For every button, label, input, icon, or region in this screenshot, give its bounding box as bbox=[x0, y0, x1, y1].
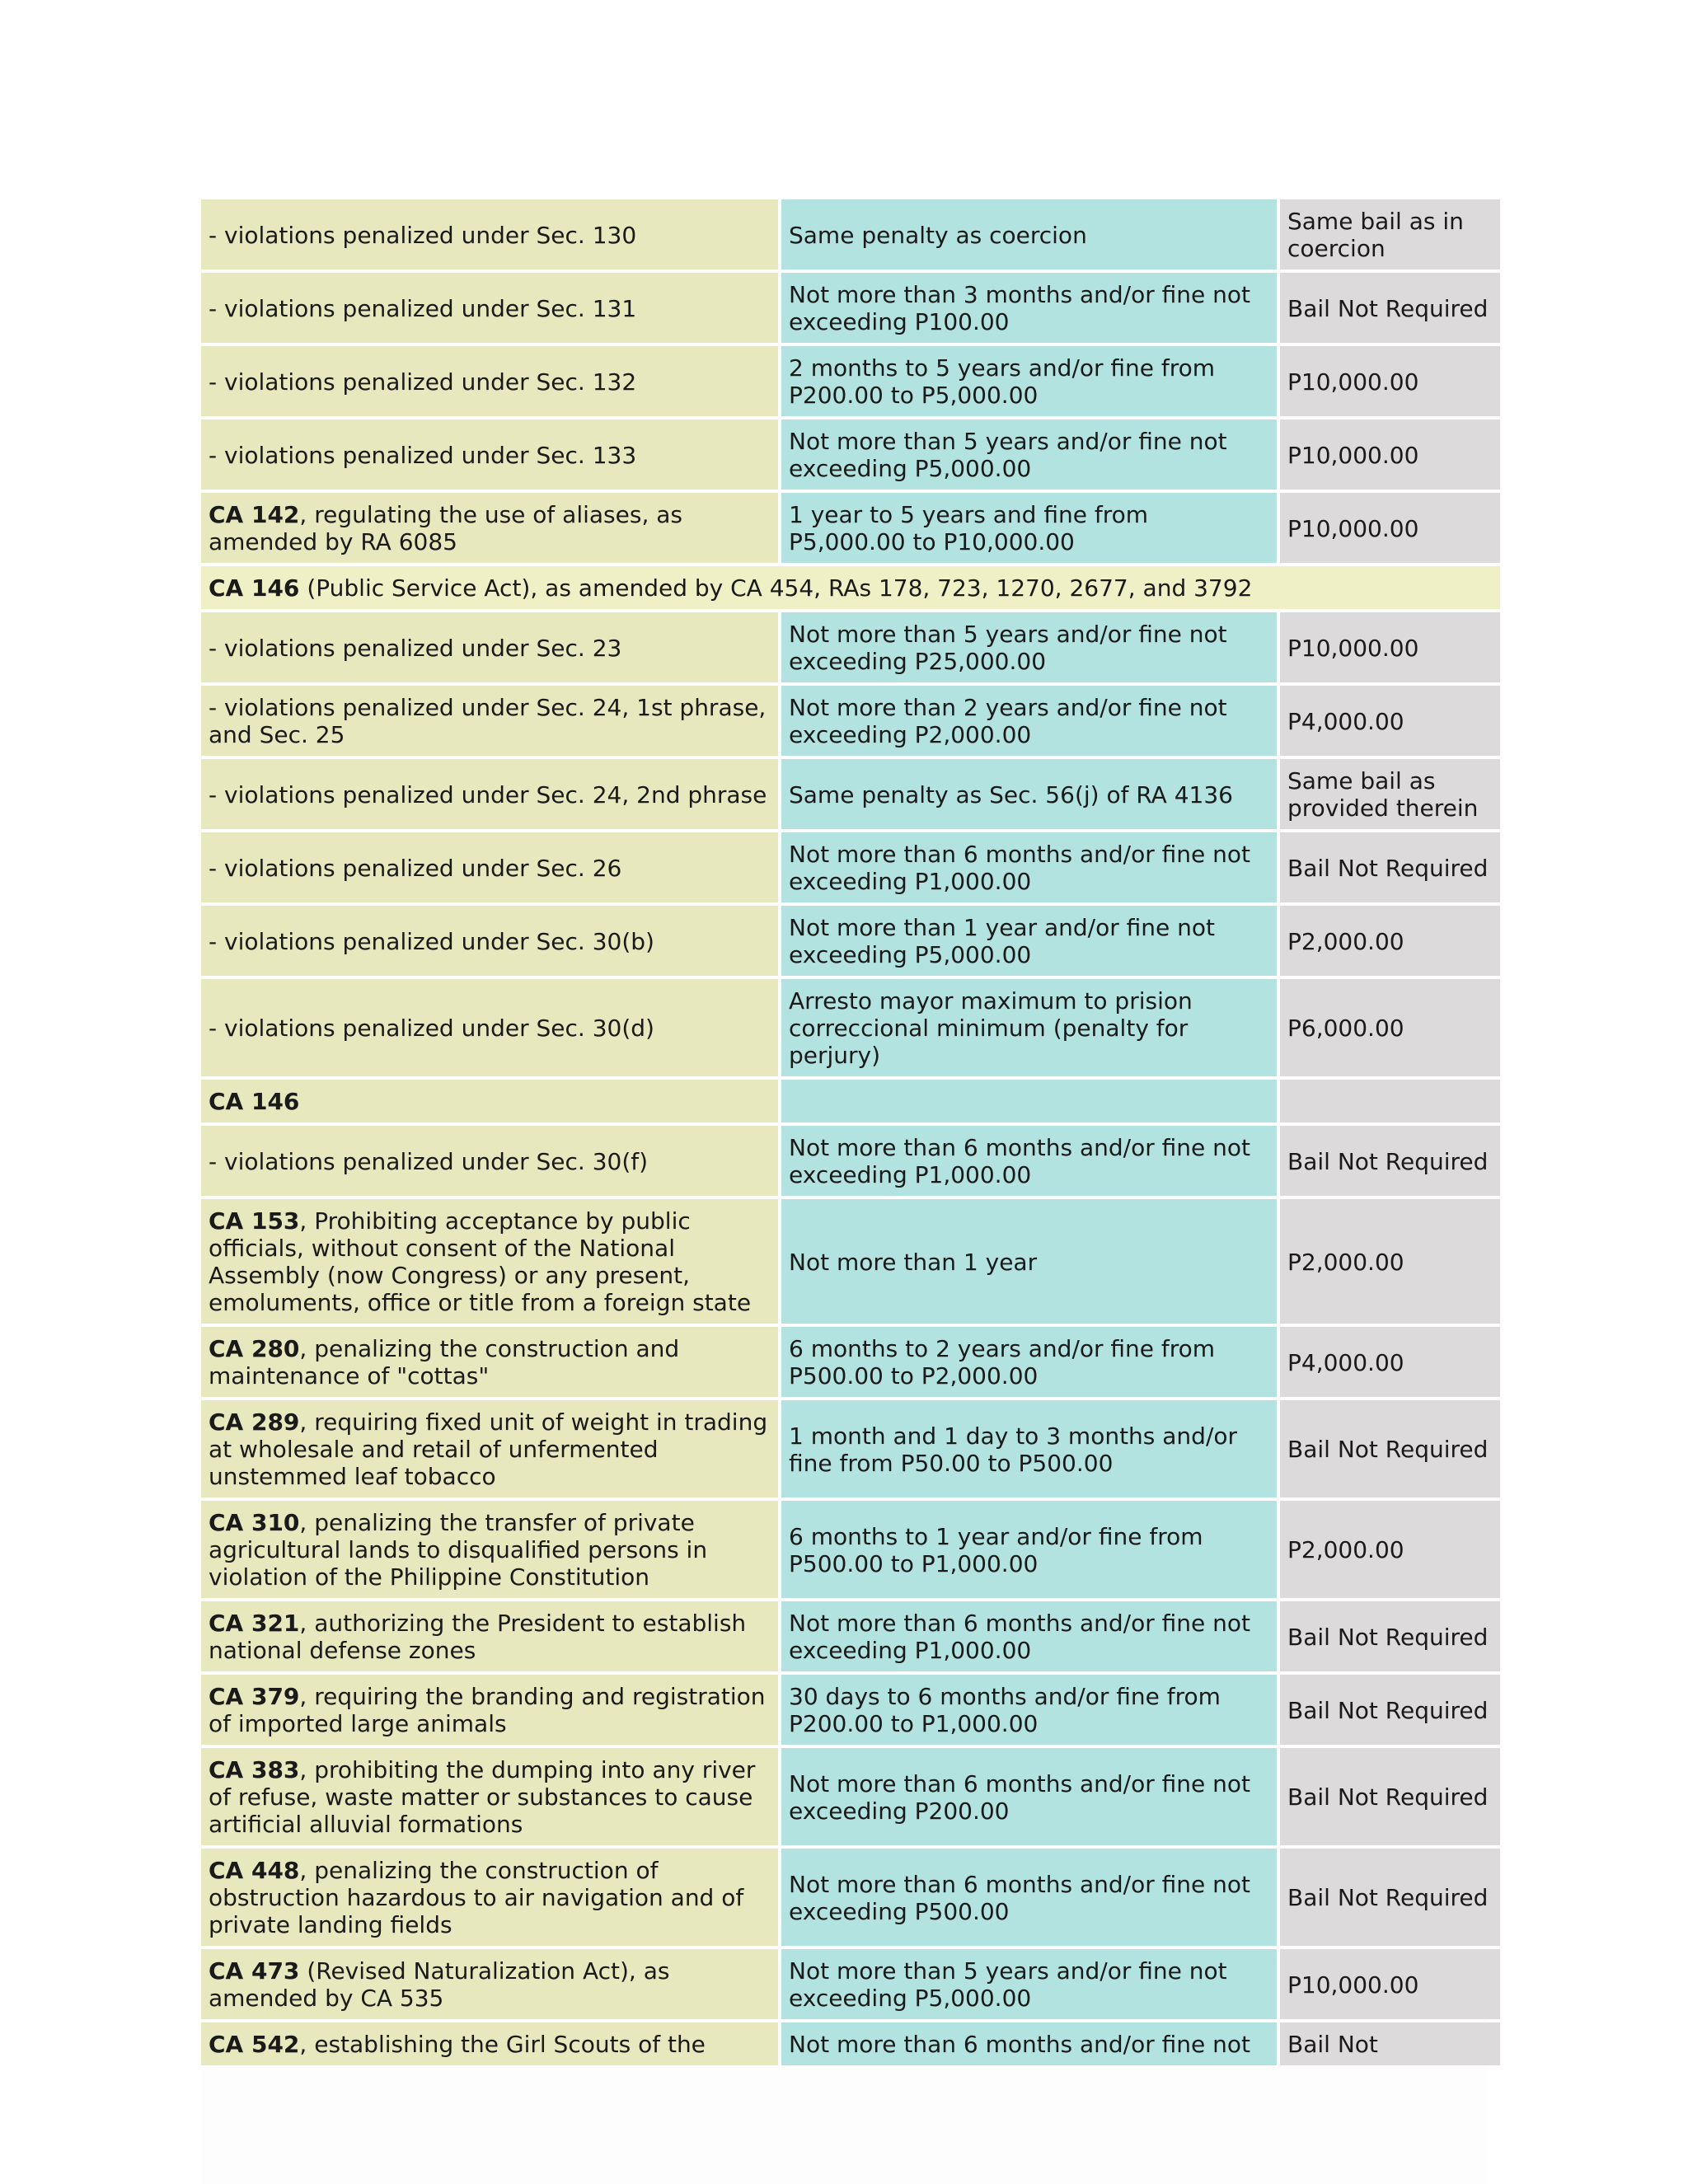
offense-cell bbox=[201, 1327, 778, 1397]
penalty-cell: Not more than 1 year bbox=[781, 1199, 1277, 1324]
act-number: CA 473 bbox=[209, 1957, 300, 1985]
offense-cell bbox=[201, 1675, 778, 1745]
bail-cell: P6,000.00 bbox=[1280, 979, 1500, 1076]
offense-description: - violations penalized under Sec. 132 bbox=[209, 368, 637, 396]
offense-cell bbox=[201, 493, 778, 563]
offense-cell bbox=[201, 1501, 778, 1598]
bail-cell: P10,000.00 bbox=[1280, 1949, 1500, 2019]
penalty-cell: 30 days to 6 months and/or fine from P200.00 to P1,000.00 bbox=[781, 1675, 1277, 1745]
table-row bbox=[201, 1327, 1500, 1397]
table-section-row bbox=[201, 566, 1500, 609]
offense-description: - violations penalized under Sec. 24, 2nd phrase bbox=[209, 780, 767, 808]
bail-cell: Bail Not Required bbox=[1280, 832, 1500, 902]
offense-description: - violations penalized under Sec. 24, 1st phrase, and Sec. 25 bbox=[209, 694, 767, 748]
penalty-cell: Not more than 6 months and/or fine not exceeding P1,000.00 bbox=[781, 832, 1277, 902]
offense-cell bbox=[201, 419, 778, 490]
act-number: CA 310 bbox=[209, 1509, 300, 1536]
penalty-cell: Not more than 5 years and/or fine not exceeding P5,000.00 bbox=[781, 1949, 1277, 2019]
offense-description: , prohibiting the dumping into any river of refuse, waste matter or substances to cause artificial alluvial formations bbox=[209, 1756, 756, 1838]
table-row bbox=[201, 1849, 1500, 1946]
table-body bbox=[201, 199, 1500, 2065]
table-row bbox=[201, 1675, 1500, 1745]
offense-cell bbox=[201, 1400, 778, 1497]
bail-cell: Bail Not Required bbox=[1280, 1675, 1500, 1745]
bail-schedule-table bbox=[198, 196, 1503, 2069]
act-number: CA 146 bbox=[209, 574, 300, 602]
bail-cell: Same bail as in coercion bbox=[1280, 199, 1500, 269]
offense-description: - violations penalized under Sec. 23 bbox=[209, 634, 622, 662]
offense-description: - violations penalized under Sec. 133 bbox=[209, 441, 637, 469]
offense-cell bbox=[201, 1080, 778, 1122]
penalty-cell: Not more than 1 year and/or fine not exceeding P5,000.00 bbox=[781, 906, 1277, 976]
table-viewport bbox=[201, 199, 1489, 2058]
act-number: CA 289 bbox=[209, 1408, 300, 1436]
penalty-cell: Same penalty as Sec. 56(j) of RA 4136 bbox=[781, 759, 1277, 829]
offense-cell bbox=[201, 832, 778, 902]
offense-cell bbox=[201, 612, 778, 682]
penalty-cell: Not more than 6 months and/or fine not exceeding P1,000.00 bbox=[781, 1601, 1277, 1671]
offense-description: , authorizing the President to establish national defense zones bbox=[209, 1610, 747, 1664]
bail-cell: Bail Not Required bbox=[1280, 1748, 1500, 1845]
offense-cell bbox=[201, 1949, 778, 2019]
penalty-cell bbox=[781, 1080, 1277, 1122]
table-row bbox=[201, 1501, 1500, 1598]
offense-cell bbox=[201, 2022, 778, 2065]
bail-cell: P2,000.00 bbox=[1280, 1199, 1500, 1324]
offense-description: , requiring the branding and registration of imported large animals bbox=[209, 1683, 766, 1737]
bail-cell: P2,000.00 bbox=[1280, 1501, 1500, 1598]
act-number: CA 379 bbox=[209, 1683, 300, 1710]
penalty-cell: Not more than 3 months and/or fine not exceeding P100.00 bbox=[781, 273, 1277, 343]
act-number: CA 142 bbox=[209, 501, 300, 528]
table-row bbox=[201, 346, 1500, 416]
bail-cell: Bail Not Required bbox=[1280, 273, 1500, 343]
act-number: CA 321 bbox=[209, 1610, 300, 1637]
penalty-cell: Arresto mayor maximum to prision correccional minimum (penalty for perjury) bbox=[781, 979, 1277, 1076]
offense-cell bbox=[201, 759, 778, 829]
offense-cell bbox=[201, 1126, 778, 1196]
offense-description: , Prohibiting acceptance by public officials, without consent of the National Assembly (now Congress) or any present, emoluments, office or title from a foreign state bbox=[209, 1207, 752, 1316]
offense-description: - violations penalized under Sec. 30(f) bbox=[209, 1147, 649, 1175]
section-heading-cell bbox=[201, 566, 1500, 609]
table-row bbox=[201, 273, 1500, 343]
penalty-cell: Not more than 6 months and/or fine not exceeding P500.00 bbox=[781, 1849, 1277, 1946]
table-row bbox=[201, 612, 1500, 682]
offense-cell bbox=[201, 346, 778, 416]
offense-cell bbox=[201, 906, 778, 976]
offense-cell bbox=[201, 1849, 778, 1946]
penalty-cell: Same penalty as coercion bbox=[781, 199, 1277, 269]
offense-cell bbox=[201, 1199, 778, 1324]
offense-description: , regulating the use of aliases, as amended by RA 6085 bbox=[209, 501, 683, 555]
penalty-cell: 6 months to 1 year and/or fine from P500.00 to P1,000.00 bbox=[781, 1501, 1277, 1598]
offense-description: , penalizing the construction and maintenance of "cottas" bbox=[209, 1335, 680, 1390]
table-row bbox=[201, 1748, 1500, 1845]
offense-cell bbox=[201, 1748, 778, 1845]
bail-cell: Bail Not Required bbox=[1280, 1849, 1500, 1946]
penalty-cell: 2 months to 5 years and/or fine from P200.00 to P5,000.00 bbox=[781, 346, 1277, 416]
bail-cell: P2,000.00 bbox=[1280, 906, 1500, 976]
penalty-cell: Not more than 6 months and/or fine not bbox=[781, 2022, 1277, 2065]
table-row bbox=[201, 1601, 1500, 1671]
table-row bbox=[201, 1126, 1500, 1196]
offense-cell bbox=[201, 686, 778, 756]
offense-description: , requiring fixed unit of weight in trading at wholesale and retail of unfermented unstemmed leaf tobacco bbox=[209, 1408, 768, 1490]
table-row bbox=[201, 493, 1500, 563]
offense-description: - violations penalized under Sec. 131 bbox=[209, 294, 637, 322]
table-row bbox=[201, 979, 1500, 1076]
bail-cell bbox=[1280, 1080, 1500, 1122]
table-row bbox=[201, 906, 1500, 976]
bail-cell: Bail Not Required bbox=[1280, 1126, 1500, 1196]
penalty-cell: Not more than 6 months and/or fine not exceeding P200.00 bbox=[781, 1748, 1277, 1845]
table-row bbox=[201, 1199, 1500, 1324]
offense-description: , penalizing the transfer of private agricultural lands to disqualified persons in violation of the Philippine Constitution bbox=[209, 1509, 708, 1591]
table-row bbox=[201, 832, 1500, 902]
offense-description: - violations penalized under Sec. 30(b) bbox=[209, 927, 654, 955]
act-number: CA 280 bbox=[209, 1335, 300, 1362]
table-row bbox=[201, 1080, 1500, 1122]
act-number: CA 542 bbox=[209, 2031, 300, 2058]
bail-cell: Bail Not Required bbox=[1280, 1400, 1500, 1497]
offense-cell bbox=[201, 979, 778, 1076]
bail-cell: Same bail as provided therein bbox=[1280, 759, 1500, 829]
act-number: CA 448 bbox=[209, 1857, 300, 1884]
bail-cell: Bail Not Required bbox=[1280, 1601, 1500, 1671]
penalty-cell: Not more than 5 years and/or fine not exceeding P5,000.00 bbox=[781, 419, 1277, 490]
table-row bbox=[201, 759, 1500, 829]
act-number: CA 146 bbox=[209, 1088, 300, 1115]
penalty-cell: Not more than 2 years and/or fine not exceeding P2,000.00 bbox=[781, 686, 1277, 756]
table-row bbox=[201, 686, 1500, 756]
table-row bbox=[201, 419, 1500, 490]
penalty-cell: 6 months to 2 years and/or fine from P500.00 to P2,000.00 bbox=[781, 1327, 1277, 1397]
bail-cell: P4,000.00 bbox=[1280, 686, 1500, 756]
table-row bbox=[201, 199, 1500, 269]
penalty-cell: 1 month and 1 day to 3 months and/or fine from P50.00 to P500.00 bbox=[781, 1400, 1277, 1497]
offense-description: , establishing the Girl Scouts of the bbox=[299, 2031, 706, 2058]
bail-cell: P10,000.00 bbox=[1280, 612, 1500, 682]
bail-cell: P10,000.00 bbox=[1280, 346, 1500, 416]
act-number: CA 383 bbox=[209, 1756, 300, 1783]
act-number: CA 153 bbox=[209, 1207, 300, 1235]
offense-description: (Public Service Act), as amended by CA 454, RAs 178, 723, 1270, 2677, and 3792 bbox=[299, 574, 1253, 602]
table-row bbox=[201, 1400, 1500, 1497]
offense-description: (Revised Naturalization Act), as amended by CA 535 bbox=[209, 1957, 670, 2012]
bail-cell: Bail Not bbox=[1280, 2022, 1500, 2065]
penalty-cell: Not more than 5 years and/or fine not exceeding P25,000.00 bbox=[781, 612, 1277, 682]
bail-cell: P4,000.00 bbox=[1280, 1327, 1500, 1397]
offense-cell bbox=[201, 199, 778, 269]
penalty-cell: 1 year to 5 years and fine from P5,000.00 to P10,000.00 bbox=[781, 493, 1277, 563]
offense-cell bbox=[201, 1601, 778, 1671]
offense-description: - violations penalized under Sec. 130 bbox=[209, 221, 637, 249]
table-row bbox=[201, 1949, 1500, 2019]
offense-description: - violations penalized under Sec. 30(d) bbox=[209, 1015, 654, 1042]
offense-cell bbox=[201, 273, 778, 343]
offense-description: - violations penalized under Sec. 26 bbox=[209, 854, 622, 882]
table-row bbox=[201, 2022, 1500, 2065]
penalty-cell: Not more than 6 months and/or fine not exceeding P1,000.00 bbox=[781, 1126, 1277, 1196]
offense-description: , penalizing the construction of obstruction hazardous to air navigation and of private landing fields bbox=[209, 1857, 744, 1938]
bail-cell: P10,000.00 bbox=[1280, 493, 1500, 563]
bail-cell: P10,000.00 bbox=[1280, 419, 1500, 490]
